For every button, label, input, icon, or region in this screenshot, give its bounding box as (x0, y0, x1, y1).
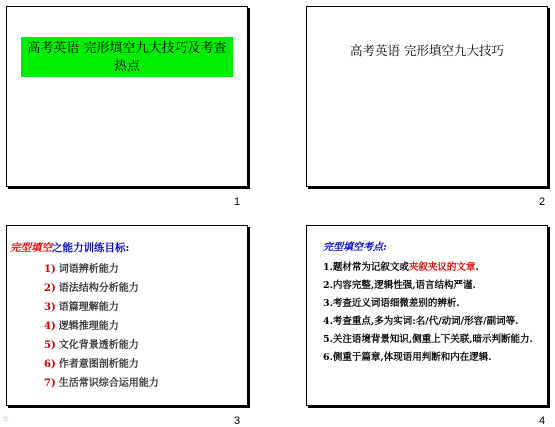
slide-3[interactable] (6, 225, 248, 406)
list-item-suffix: . (475, 262, 479, 273)
list-item-text: 词语辨析能力 (58, 264, 119, 275)
list-item (44, 260, 159, 279)
list-item-number: 7) (44, 378, 56, 389)
list-item (323, 352, 543, 365)
list-item-text: 3.考查近义词语细微差别的辨析. (323, 298, 460, 309)
slide-2-number: 2 (539, 196, 546, 208)
slide-4[interactable] (306, 225, 548, 406)
list-item (44, 317, 159, 336)
slide-3-heading (10, 240, 129, 255)
list-item-text: 文化背景透析能力 (58, 340, 139, 351)
list-item-number: 2) (44, 283, 56, 294)
list-item-text: 作者意图剖析能力 (58, 359, 139, 370)
list-item-text: 2.内容完整,逻辑性强,语言结构严谨. (323, 280, 476, 291)
list-item-text: 4.考查重点,多为实词:名/代/动词/形容/副词等. (323, 316, 519, 327)
list-item (323, 334, 543, 347)
slide-2[interactable] (306, 6, 548, 187)
slide-3-list (44, 260, 159, 393)
list-item-text: 生活常识综合运用能力 (58, 378, 159, 389)
list-item-text: 5.关注语境背景知识,侧重上下关联,暗示判断能力. (323, 334, 533, 345)
list-item (323, 316, 543, 329)
list-item (44, 374, 159, 393)
corner-star-icon: ☆ (2, 414, 10, 423)
list-item (44, 298, 159, 317)
slide-1-number: 1 (234, 196, 241, 208)
list-item-number: 6) (44, 359, 56, 370)
slide-2-title: 高考英语 完形填空九大技巧 (350, 43, 504, 58)
slide-4-list (323, 262, 543, 370)
list-item (323, 280, 543, 293)
slide-4-heading: 完型填空考点: (323, 242, 387, 253)
list-item (44, 355, 159, 374)
slide-3-number: 3 (234, 415, 241, 427)
list-item-text: 逻辑推理能力 (58, 321, 119, 332)
list-item-text: 语法结构分析能力 (58, 283, 139, 294)
list-item (44, 336, 159, 355)
slide-4-number: 4 (539, 415, 546, 427)
list-item-text: 1.题材常为记叙文或 (323, 262, 409, 273)
list-item (44, 279, 159, 298)
list-item-text: 语篇理解能力 (58, 302, 119, 313)
list-item-number: 3) (44, 302, 56, 313)
slide-1-title: 高考英语 完形填空九大技巧及考查热点 (21, 37, 233, 77)
slide-3-heading-red: 完型填空 (10, 242, 52, 254)
list-item-number: 1) (44, 264, 56, 275)
list-item-number: 4) (44, 321, 56, 332)
list-item-highlight: 夹叙夹议的文章 (408, 262, 476, 273)
list-item (323, 298, 543, 311)
list-item (323, 262, 543, 275)
slide-1[interactable] (6, 6, 248, 187)
list-item-number: 5) (44, 340, 56, 351)
slide-3-heading-blue: 之能力训练目标: (52, 242, 130, 254)
list-item-text: 6.侧重于篇章,体现语用判断和内在逻辑. (323, 352, 492, 363)
